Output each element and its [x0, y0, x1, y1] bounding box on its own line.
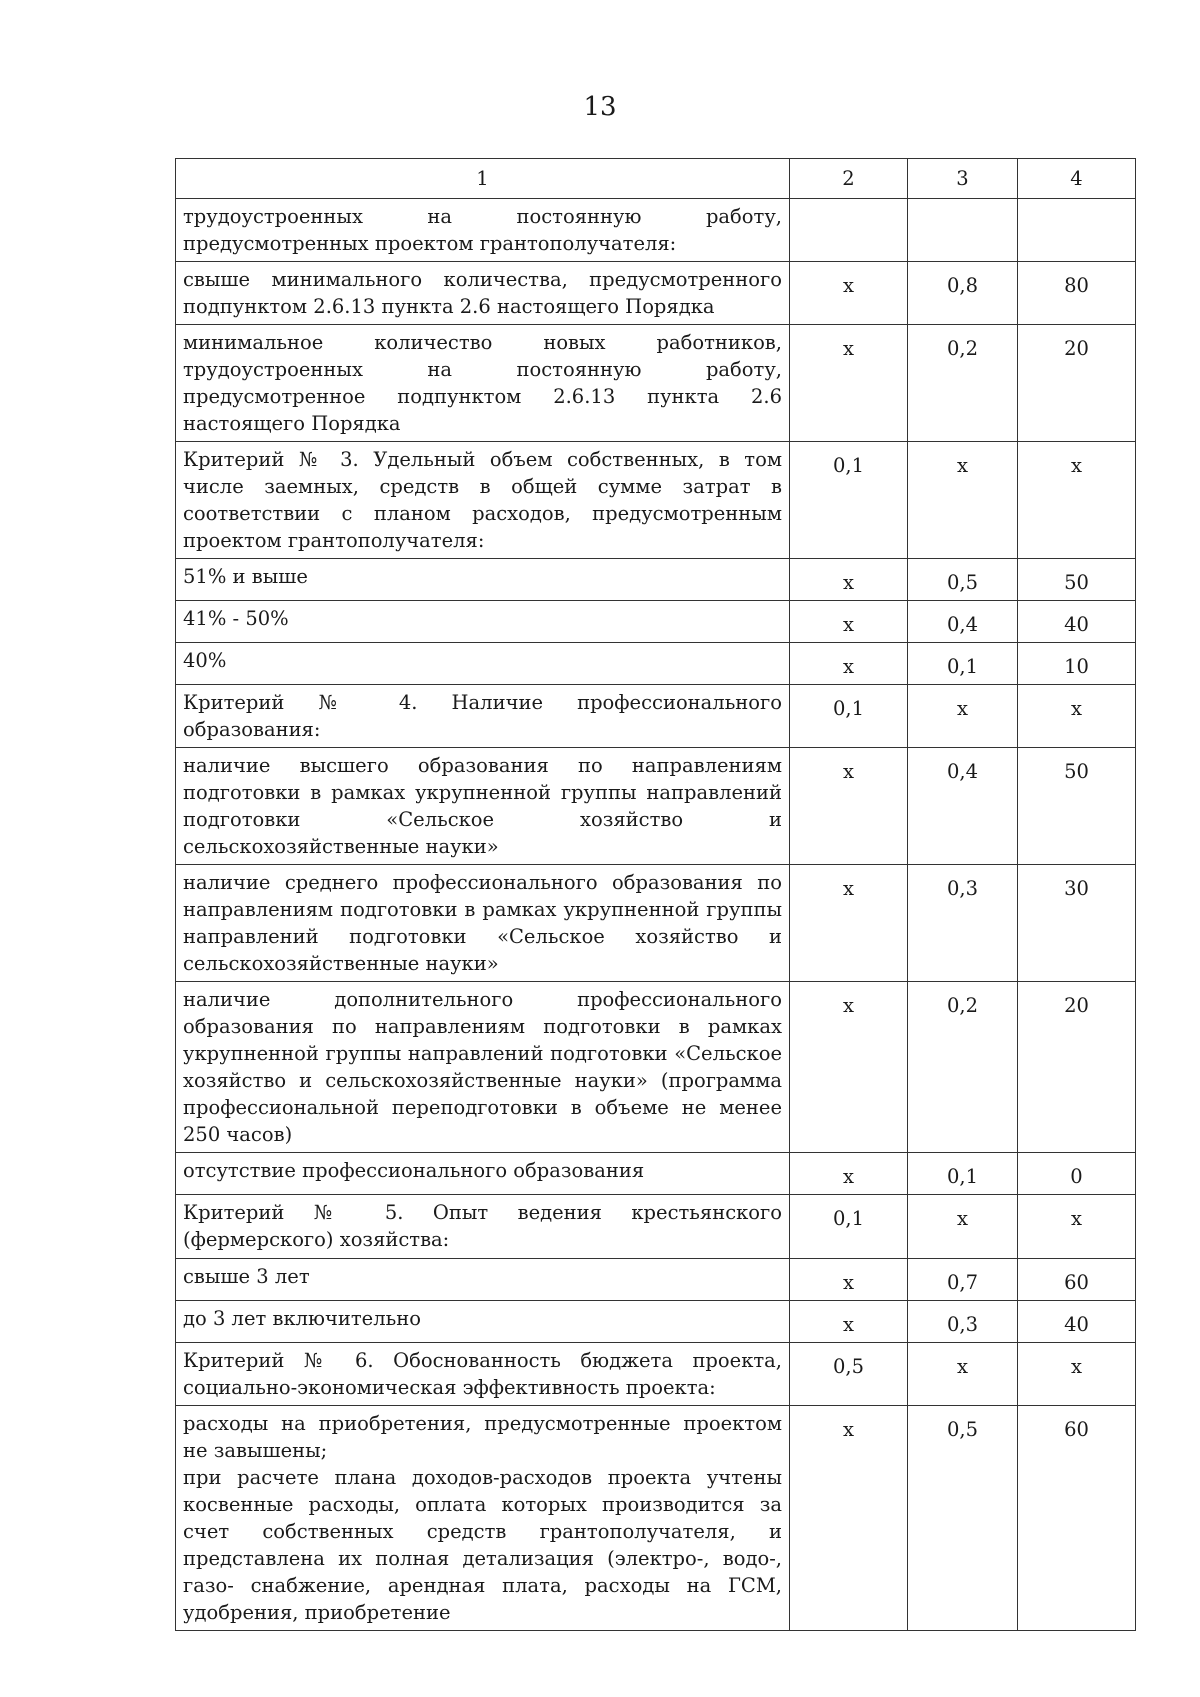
coefficient-cell: 0,3 [908, 1301, 1018, 1343]
table-row [176, 601, 1136, 643]
column-header-1: 1 [176, 159, 790, 199]
coefficient-cell: х [908, 685, 1018, 748]
weight-cell: х [790, 865, 908, 982]
criterion-text: Критерий № 5. Опыт ведения крестьянского (фермерского) хозяйства: [183, 1201, 782, 1251]
criterion-text: Критерий № 3. Удельный объем собственных, в том числе заемных, средств в общей сумме затрат в соответствии с планом расходов, предусмотренным проектом грантополучателя: [183, 448, 782, 552]
column-header-4: 4 [1018, 159, 1136, 199]
criterion-description [176, 559, 790, 601]
criterion-description [176, 865, 790, 982]
score-cell: х [1018, 1343, 1136, 1406]
weight-cell: 0,1 [790, 685, 908, 748]
weight-cell: х [790, 559, 908, 601]
criterion-description [176, 442, 790, 559]
score-cell: 60 [1018, 1259, 1136, 1301]
score-cell: 60 [1018, 1406, 1136, 1631]
coefficient-cell: 0,8 [908, 262, 1018, 325]
table-row [176, 199, 1136, 262]
table-row [176, 559, 1136, 601]
weight-cell: х [790, 601, 908, 643]
score-cell: 10 [1018, 643, 1136, 685]
table-row [176, 865, 1136, 982]
coefficient-cell: 0,1 [908, 1153, 1018, 1195]
criterion-text: наличие дополнительного профессионального образования по направлениям подготовки в рамках укрупненной группы направлений подготовки «Сельское хозяйство и сельскохозяйственные науки» (программа профессиональной переподготовки в объеме не менее 250 часов) [183, 988, 782, 1146]
weight-cell: х [790, 643, 908, 685]
criterion-description [176, 1406, 790, 1631]
score-cell: 20 [1018, 982, 1136, 1153]
coefficient-cell: 0,3 [908, 865, 1018, 982]
score-cell [1018, 199, 1136, 262]
table-body [176, 199, 1136, 1631]
coefficient-cell: х [908, 1195, 1018, 1259]
criterion-text: 41% - 50% [183, 607, 289, 630]
score-cell: х [1018, 1195, 1136, 1259]
coefficient-cell: 0,4 [908, 748, 1018, 865]
criterion-description [176, 748, 790, 865]
table-row [176, 1195, 1136, 1259]
score-cell: 80 [1018, 262, 1136, 325]
weight-cell: х [790, 262, 908, 325]
coefficient-cell: 0,1 [908, 643, 1018, 685]
score-cell: 50 [1018, 559, 1136, 601]
criterion-description [176, 1301, 790, 1343]
criterion-description [176, 1259, 790, 1301]
coefficient-cell: 0,4 [908, 601, 1018, 643]
coefficient-cell: 0,2 [908, 325, 1018, 442]
score-cell: 50 [1018, 748, 1136, 865]
coefficient-cell: 0,5 [908, 559, 1018, 601]
criterion-description [176, 325, 790, 442]
criterion-text: расходы на приобретения, предусмотренные проектом не завышены; [183, 1412, 782, 1462]
coefficient-cell: 0,7 [908, 1259, 1018, 1301]
coefficient-cell [908, 199, 1018, 262]
coefficient-cell: 0,2 [908, 982, 1018, 1153]
score-cell: 40 [1018, 601, 1136, 643]
criterion-text: 40% [183, 649, 227, 672]
column-header-3: 3 [908, 159, 1018, 199]
criterion-description [176, 1153, 790, 1195]
criterion-description [176, 262, 790, 325]
criterion-text: трудоустроенных на постоянную работу, предусмотренных проектом грантополучателя: [183, 205, 782, 255]
table-row [176, 982, 1136, 1153]
criterion-description [176, 685, 790, 748]
weight-cell: 0,1 [790, 442, 908, 559]
weight-cell: х [790, 1406, 908, 1631]
criterion-text: при расчете плана доходов-расходов проекта учтены косвенные расходы, оплата которых производится за счет собственных средств грантополучателя, и представлена их полная детализация (электро-, водо-, газо- снабжение, арендная плата, расходы на ГСМ, удобрения, приобретение [183, 1466, 782, 1624]
weight-cell: 0,5 [790, 1343, 908, 1406]
table-row [176, 1301, 1136, 1343]
table-row [176, 643, 1136, 685]
score-cell: 40 [1018, 1301, 1136, 1343]
score-cell: х [1018, 685, 1136, 748]
criterion-description [176, 643, 790, 685]
weight-cell: 0,1 [790, 1195, 908, 1259]
coefficient-cell: х [908, 1343, 1018, 1406]
weight-cell: х [790, 1301, 908, 1343]
criteria-table [175, 158, 1136, 1631]
criterion-text: наличие высшего образования по направлениям подготовки в рамках укрупненной группы направлений подготовки «Сельское хозяйство и сельскохозяйственные науки» [183, 754, 782, 858]
table-row [176, 1153, 1136, 1195]
criterion-text: свыше минимального количества, предусмотренного подпунктом 2.6.13 пункта 2.6 настоящего Порядка [183, 268, 782, 318]
criterion-text: наличие среднего профессионального образования по направлениям подготовки в рамках укрупненной группы направлений подготовки «Сельское хозяйство и сельскохозяйственные науки» [183, 871, 782, 975]
table-row [176, 1343, 1136, 1406]
criterion-description [176, 1343, 790, 1406]
weight-cell: х [790, 982, 908, 1153]
coefficient-cell: х [908, 442, 1018, 559]
criterion-text: Критерий № 4. Наличие профессионального образования: [183, 691, 782, 741]
criterion-description [176, 601, 790, 643]
table-row [176, 1406, 1136, 1631]
score-cell: 30 [1018, 865, 1136, 982]
page-number: 13 [583, 92, 617, 122]
weight-cell: х [790, 1153, 908, 1195]
score-cell: х [1018, 442, 1136, 559]
criterion-text: 51% и выше [183, 565, 308, 588]
criterion-text: свыше 3 лет [183, 1265, 310, 1288]
table-row [176, 325, 1136, 442]
criterion-text: отсутствие профессионального образования [183, 1159, 645, 1182]
table-row [176, 1259, 1136, 1301]
score-cell: 20 [1018, 325, 1136, 442]
weight-cell [790, 199, 908, 262]
table-row [176, 262, 1136, 325]
table-row [176, 685, 1136, 748]
table-row [176, 748, 1136, 865]
weight-cell: х [790, 325, 908, 442]
criterion-text: до 3 лет включительно [183, 1307, 421, 1330]
criterion-description [176, 199, 790, 262]
weight-cell: х [790, 748, 908, 865]
table-row [176, 442, 1136, 559]
score-cell: 0 [1018, 1153, 1136, 1195]
table-header-row [176, 159, 1136, 199]
coefficient-cell: 0,5 [908, 1406, 1018, 1631]
criterion-description [176, 982, 790, 1153]
criterion-text: Критерий № 6. Обоснованность бюджета проекта, социально-экономическая эффективность проекта: [183, 1349, 782, 1399]
weight-cell: х [790, 1259, 908, 1301]
criterion-text: минимальное количество новых работников, трудоустроенных на постоянную работу, предусмотренное подпунктом 2.6.13 пункта 2.6 настоящего Порядка [183, 331, 782, 435]
criterion-description [176, 1195, 790, 1259]
column-header-2: 2 [790, 159, 908, 199]
